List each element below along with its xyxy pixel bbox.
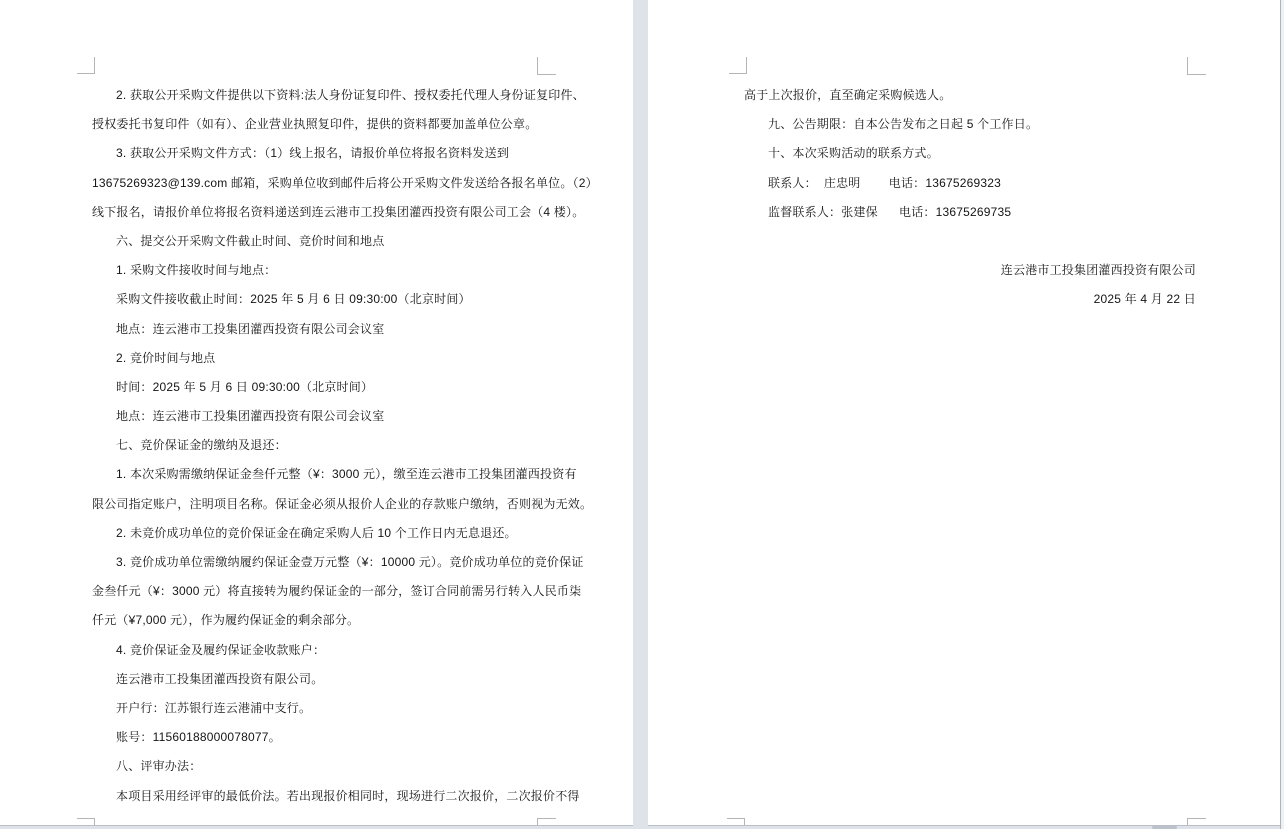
- blank-line: [744, 227, 1196, 256]
- text-line: 仟元（¥7,000 元），作为履约保证金的剩余部分。: [92, 613, 360, 628]
- text-line: 授权委托书复印件（如有）、企业营业执照复印件，提供的资料都要加盖单位公章。: [92, 117, 538, 132]
- text-line: 账号：11560188000078077。: [116, 730, 281, 745]
- page-1-text-area: [92, 81, 598, 811]
- page-2[interactable]: [648, 0, 1280, 826]
- text-line: 开户行：江苏银行连云港浦中支行。: [116, 700, 312, 715]
- signature-company-line: 连云港市工投集团灌西投资有限公司: [1000, 263, 1196, 278]
- text-line: 13675269323@139.com 邮箱，采购单位收到邮件后将公开采购文件发送给各报名单位。（2）: [92, 175, 598, 190]
- margin-mark-bottom-left: [727, 818, 745, 825]
- text-line: 八、评审办法：: [116, 759, 202, 774]
- text-line: 3. 获取公开采购文件方式：（1）线上报名，请报价单位将报名资料发送到: [116, 146, 510, 161]
- text-line: 十、本次采购活动的联系方式。: [768, 146, 939, 161]
- text-line: 1. 采购文件接收时间与地点：: [116, 263, 277, 278]
- text-line: 地点：连云港市工投集团灌西投资有限公司会议室: [116, 409, 385, 424]
- margin-mark-bottom-right: [537, 818, 556, 825]
- text-line: 六、提交公开采购文件截止时间、竞价时间和地点: [116, 233, 385, 248]
- margin-mark-top-left: [729, 57, 747, 74]
- text-line: 七、竞价保证金的缴纳及退还：: [116, 438, 287, 453]
- margin-mark-top-right: [537, 57, 556, 75]
- margin-mark-top-left: [77, 57, 95, 74]
- margin-mark-bottom-left: [77, 818, 95, 825]
- text-line: 2. 未竞价成功单位的竞价保证金在确定采购人后 10 个工作日内无息退还。: [116, 525, 517, 540]
- text-line: 连云港市工投集团灌西投资有限公司。: [116, 671, 324, 686]
- text-line: 2. 获取公开采购文件提供以下资料:法人身份证复印件、授权委托代理人身份证复印件、: [116, 88, 585, 102]
- text-line: 本项目采用经评审的最低价法。若出现报价相同时，现场进行二次报价，二次报价不得: [116, 788, 580, 803]
- page-1[interactable]: [0, 0, 633, 826]
- margin-mark-bottom-right: [1187, 818, 1206, 825]
- text-line: 金叁仟元（¥：3000 元）将直接转为履约保证金的一部分，签订合同前需另行转入人民币柒: [92, 584, 582, 599]
- margin-mark-top-right: [1187, 57, 1206, 75]
- signature-date-line: 2025 年 4 月 22 日: [1093, 292, 1196, 307]
- text-line: 联系人： 庄忠明 电话：13675269323: [768, 175, 1001, 190]
- text-line: 时间：2025 年 5 月 6 日 09:30:00（北京时间）: [116, 379, 374, 394]
- text-line: 高于上次报价，直至确定采购候选人。: [744, 88, 952, 102]
- text-line: 监督联系人：张建保 电话：13675269735: [768, 204, 1012, 219]
- text-line: 限公司指定账户，注明项目名称。保证金必须从报价人企业的存款账户缴纳，否则视为无效。: [92, 496, 593, 511]
- text-line: 九、公告期限：自本公告发布之日起 5 个工作日。: [768, 117, 1039, 132]
- text-line: 2. 竞价时间与地点: [116, 350, 216, 365]
- text-line: 线下报名，请报价单位将报名资料递送到连云港市工投集团灌西投资有限公司工会（4 楼）。: [92, 204, 585, 219]
- text-line: 3. 竞价成功单位需缴纳履约保证金壹万元整（¥：10000 元）。竞价成功单位的竞价保证: [116, 555, 584, 569]
- page-2-text-area: [744, 81, 1196, 315]
- text-line: 4. 竞价保证金及履约保证金收款账户：: [116, 642, 326, 657]
- text-line: 1. 本次采购需缴纳保证金叁仟元整（¥：3000 元），缴至连云港市工投集团灌西投资有: [116, 467, 577, 482]
- text-line: 采购文件接收截止时间：2025 年 5 月 6 日 09:30:00（北京时间）: [116, 292, 471, 307]
- text-line: 地点：连云港市工投集团灌西投资有限公司会议室: [116, 321, 385, 336]
